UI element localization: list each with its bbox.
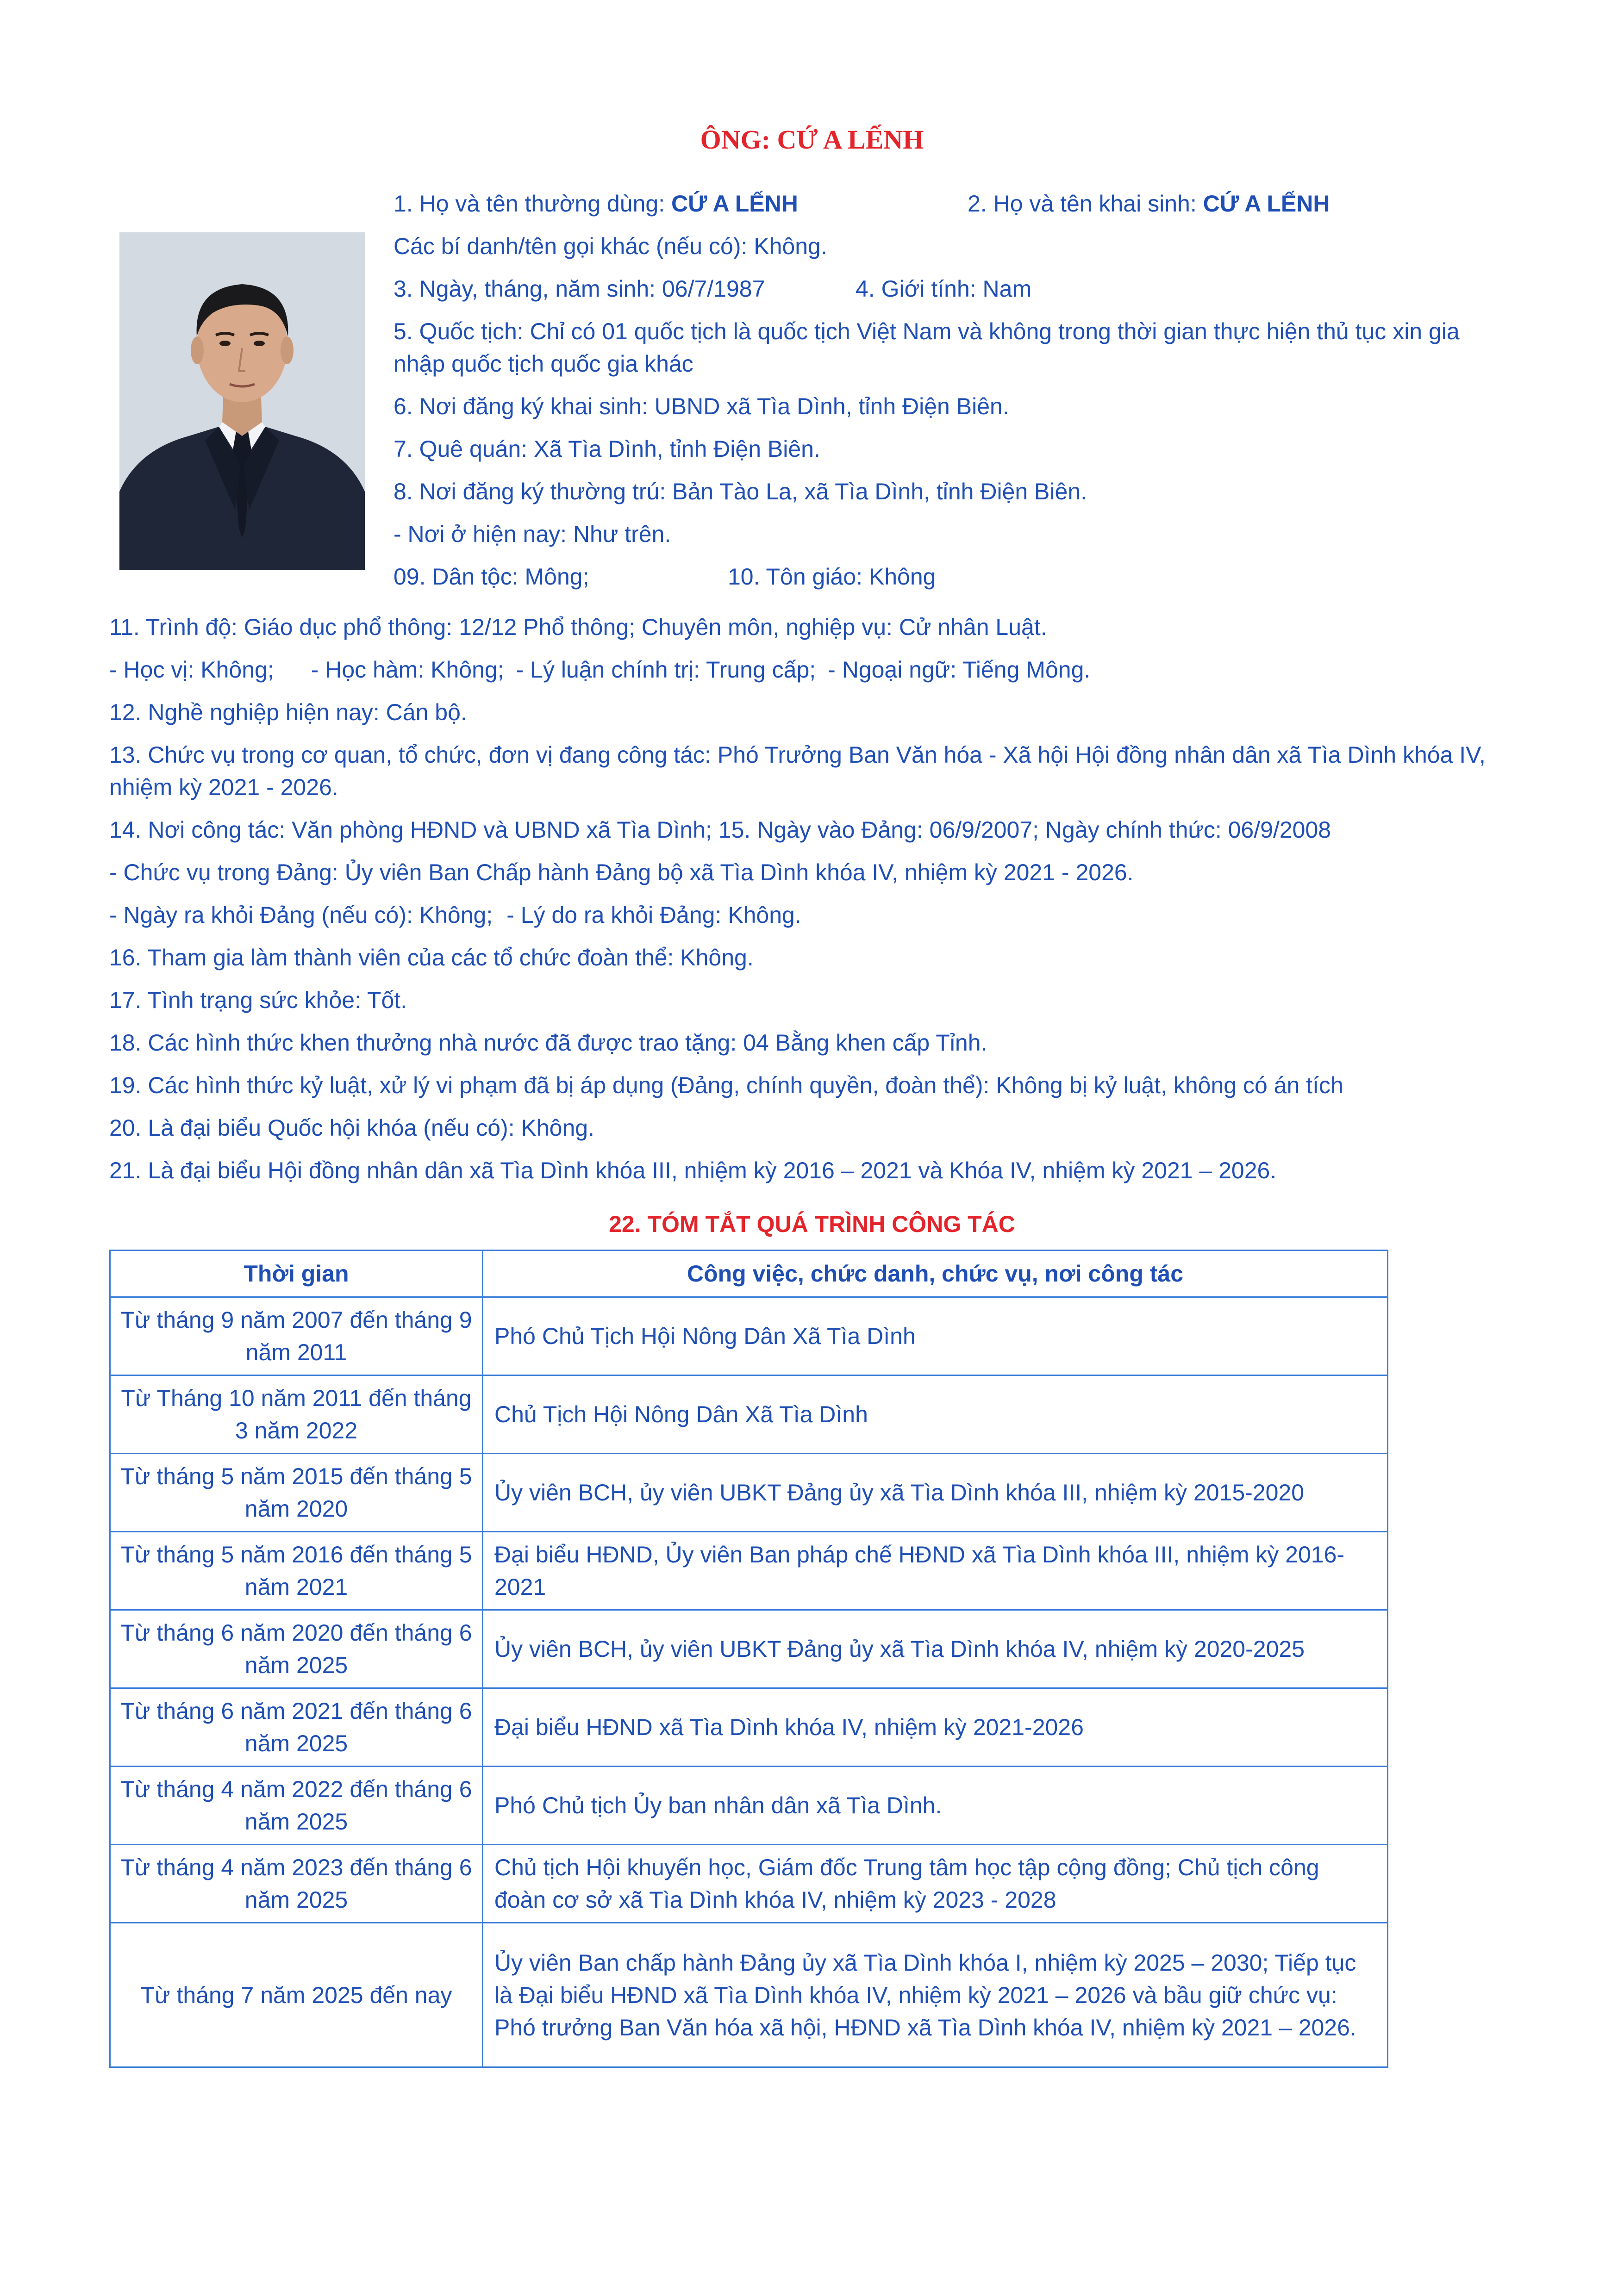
role-cell: Chủ tịch Hội khuyến học, Giám đốc Trung tâm học tập cộng đồng; Chủ tịch công đoàn cơ sở xã Tìa Dình khóa IV, nhiệm kỳ 2023 - 2028 (483, 1845, 1388, 1923)
period-cell: Từ tháng 5 năm 2015 đến tháng 5 năm 2020 (110, 1454, 483, 1532)
field-gender: 4. Giới tính: Nam (856, 276, 1032, 302)
career-table (109, 1250, 1388, 2068)
field-party-exit-date: - Ngày ra khỏi Đảng (nếu có): Không; (109, 902, 493, 928)
role-cell: Ủy viên BCH, ủy viên UBKT Đảng ủy xã Tìa Dình khóa IV, nhiệm kỳ 2020-2025 (483, 1610, 1388, 1688)
table-row (110, 1688, 1388, 1767)
field-common-name (394, 187, 798, 220)
field-health: 17. Tình trạng sức khỏe: Tốt. (109, 987, 407, 1013)
table-row (110, 1297, 1388, 1375)
field-party-exit-reason: - Lý do ra khỏi Đảng: Không. (506, 902, 801, 928)
field-national-assembly: 20. Là đại biểu Quốc hội khóa (nếu có): Không. (109, 1115, 594, 1141)
field-discipline: 19. Các hình thức kỷ luật, xử lý vi phạm đã bị áp dụng (Đảng, chính quyền, đoàn thể): Không bị kỷ luật, không có án tích (109, 1072, 1343, 1098)
field-birth-name (968, 187, 1330, 220)
table-row (110, 1767, 1388, 1845)
table-row (110, 1610, 1388, 1688)
period-cell: Từ tháng 6 năm 2020 đến tháng 6 năm 2025 (110, 1610, 483, 1688)
field-hometown: 7. Quê quán: Xã Tìa Dình, tỉnh Điện Biên. (394, 436, 820, 462)
field-academic-rank: - Học hàm: Không; (311, 657, 504, 683)
table-row (110, 1375, 1388, 1454)
field-party-exit (109, 899, 801, 931)
column-header-role: Công việc, chức danh, chức vụ, nơi công tác (483, 1251, 1388, 1297)
field-education: 11. Trình độ: Giáo dục phổ thông: 12/12 Phổ thông; Chuyên môn, nghiệp vụ: Cử nhân Luật. (109, 614, 1047, 640)
period-cell: Từ tháng 7 năm 2025 đến nay (110, 1923, 483, 2067)
field-organizations: 16. Tham gia làm thành viên của các tổ chức đoàn thể: Không. (109, 945, 754, 971)
period-cell: Từ tháng 4 năm 2022 đến tháng 6 năm 2025 (110, 1767, 483, 1845)
field-label: 2. Họ và tên khai sinh: (968, 191, 1203, 217)
page-title: ÔNG: CỨ A LẾNH (700, 124, 924, 155)
column-header-time: Thời gian (110, 1251, 483, 1297)
field-degrees (109, 653, 1090, 686)
field-foreign-language: - Ngoại ngữ: Tiếng Mông. (828, 657, 1091, 683)
table-row (110, 1923, 1388, 2067)
table-row (110, 1454, 1388, 1532)
field-party-position: - Chức vụ trong Đảng: Ủy viên Ban Chấp hành Đảng bộ xã Tìa Dình khóa IV, nhiệm kỳ 2021 - 2026. (109, 859, 1134, 885)
portrait-photo-icon (119, 232, 365, 570)
field-value: CỨ A LẾNH (1203, 191, 1330, 217)
field-ethnicity: 09. Dân tộc: Mông; (394, 564, 589, 590)
period-cell: Từ tháng 4 năm 2023 đến tháng 6 năm 2025 (110, 1845, 483, 1923)
field-workplace-party-dates: 14. Nơi công tác: Văn phòng HĐND và UBND xã Tìa Dình; 15. Ngày vào Đảng: 06/9/2007; Ngày chính thức: 06/9/2008 (109, 817, 1331, 843)
role-cell: Ủy viên BCH, ủy viên UBKT Đảng ủy xã Tìa Dình khóa III, nhiệm kỳ 2015-2020 (483, 1454, 1388, 1532)
period-cell: Từ tháng 6 năm 2021 đến tháng 6 năm 2025 (110, 1688, 483, 1767)
table-row (110, 1532, 1388, 1610)
field-permanent-residence: 8. Nơi đăng ký thường trú: Bản Tào La, xã Tìa Dình, tỉnh Điện Biên. (394, 479, 1087, 504)
field-political-theory: - Lý luận chính trị: Trung cấp; (516, 657, 816, 683)
role-cell: Đại biểu HĐND xã Tìa Dình khóa IV, nhiệm kỳ 2021-2026 (483, 1688, 1388, 1767)
portrait-photo (119, 232, 365, 570)
field-value: CỨ A LẾNH (671, 191, 798, 217)
role-cell: Phó Chủ Tịch Hội Nông Dân Xã Tìa Dình (483, 1297, 1388, 1375)
table-header-row (110, 1251, 1388, 1297)
period-cell: Từ tháng 5 năm 2016 đến tháng 5 năm 2021 (110, 1532, 483, 1610)
period-cell: Từ Tháng 10 năm 2011 đến tháng 3 năm 2022 (110, 1375, 483, 1454)
field-occupation: 12. Nghề nghiệp hiện nay: Cán bộ. (109, 699, 467, 725)
field-degree: - Học vị: Không; (109, 657, 274, 683)
period-cell: Từ tháng 9 năm 2007 đến tháng 9 năm 2011 (110, 1297, 483, 1375)
table-row (110, 1845, 1388, 1923)
field-label: 1. Họ và tên thường dùng: (394, 191, 671, 217)
field-awards: 18. Các hình thức khen thưởng nhà nước đã được trao tặng: 04 Bằng khen cấp Tỉnh. (109, 1030, 987, 1056)
career-section-title: 22. TÓM TẮT QUÁ TRÌNH CÔNG TÁC (609, 1211, 1015, 1237)
role-cell: Đại biểu HĐND, Ủy viên Ban pháp chế HĐND xã Tìa Dình khóa III, nhiệm kỳ 2016-2021 (483, 1532, 1388, 1610)
field-birth-date: 3. Ngày, tháng, năm sinh: 06/7/1987 (394, 276, 765, 302)
role-cell: Phó Chủ tịch Ủy ban nhân dân xã Tìa Dình. (483, 1767, 1388, 1845)
field-religion: 10. Tôn giáo: Không (728, 564, 936, 590)
field-nationality: 5. Quốc tịch: Chỉ có 01 quốc tịch là quốc tịch Việt Nam và không trong thời gian thực hiện thủ tục xin gia nhập quốc tịch quốc gia khác (394, 318, 1460, 377)
role-cell: Ủy viên Ban chấp hành Đảng ủy xã Tìa Dình khóa I, nhiệm kỳ 2025 – 2030; Tiếp tục là Đại biểu HĐND xã Tìa Dình khóa IV, nhiệm kỳ 2021 – 2026 và bầu giữ chức vụ: Phó trưởng Ban Văn hóa xã hội, HĐND xã Tìa Dình khóa IV, nhiệm kỳ 2021 – 2026. (483, 1923, 1388, 2067)
role-cell: Chủ Tịch Hội Nông Dân Xã Tìa Dình (483, 1375, 1388, 1454)
field-aliases: Các bí danh/tên gọi khác (nếu có): Không. (394, 233, 827, 259)
field-council-delegate: 21. Là đại biểu Hội đồng nhân dân xã Tìa Dình khóa III, nhiệm kỳ 2016 – 2021 và Khóa IV, nhiệm kỳ 2021 – 2026. (109, 1157, 1277, 1183)
field-birth-registration: 6. Nơi đăng ký khai sinh: UBND xã Tìa Dình, tỉnh Điện Biên. (394, 393, 1009, 419)
field-current-address: - Nơi ở hiện nay: Như trên. (394, 521, 671, 547)
field-current-position: 13. Chức vụ trong cơ quan, tổ chức, đơn vị đang công tác: Phó Trưởng Ban Văn hóa - Xã hội Hội đồng nhân dân xã Tìa Dình khóa IV, nhiệm kỳ 2021 - 2026. (109, 742, 1486, 800)
